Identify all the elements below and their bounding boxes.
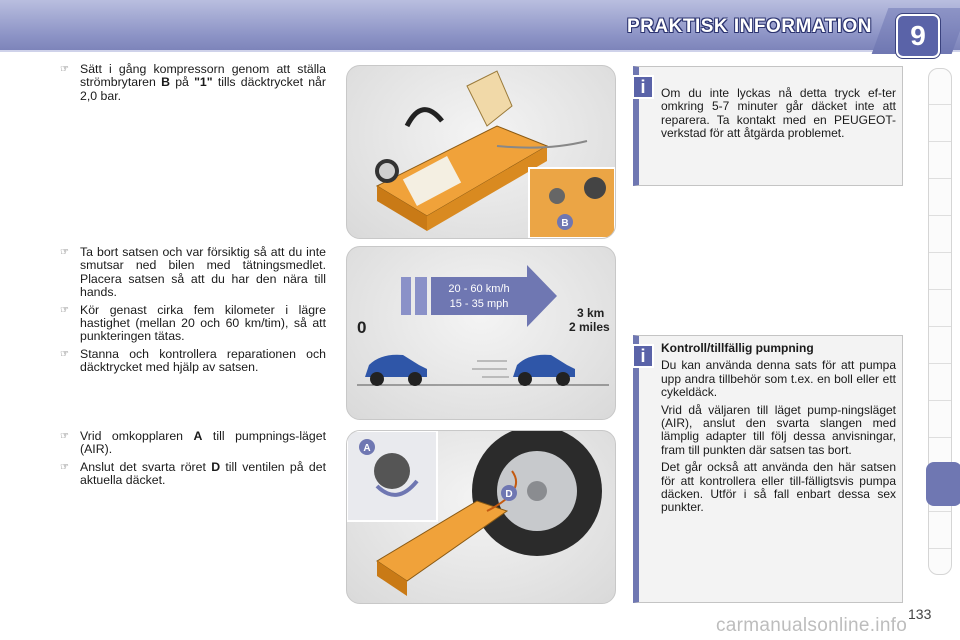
tab-divider: [929, 363, 951, 364]
tab-chapter-9[interactable]: [926, 462, 960, 506]
list-item: [58, 348, 326, 375]
bullet-text: Ta bort satsen och var försiktig så att du inte smutsar ned bilen med tätningsmedlet. Placera satsen så att du har den nära till hands.: [80, 245, 326, 300]
tab-divider: [929, 548, 951, 549]
car-start-icon: [365, 355, 427, 386]
page-title: PRAKTISK INFORMATION: [627, 16, 873, 37]
hand-pointer-icon: ☞: [60, 461, 69, 473]
switch-position: "1": [194, 75, 213, 90]
bullet-text: tills däcktrycket når 2,0 bar.: [80, 75, 326, 103]
hand-pointer-icon: ☞: [60, 247, 69, 258]
list-item: [58, 430, 326, 457]
bullet-text: på: [169, 75, 195, 90]
instructions-step-1: [58, 63, 326, 107]
info-paragraph: Du kan använda denna sats för att pumpa upp andra tillbehör som t.ex. en boll eller ett cykeldäck.: [661, 358, 896, 400]
info-text: Om du inte lyckas nå detta tryck ef-ter omkring 5-7 minuter går däcket inte att reparera. Ta kontakt med en PEUGEOT-verkstad för att åtgärda problemet.: [661, 86, 896, 141]
callout-d: D: [505, 489, 513, 500]
tab-divider: [929, 289, 951, 290]
info-box-pressure: [633, 66, 903, 186]
speed-kmh: 20 - 60 km/h: [448, 283, 510, 295]
wheel-connection-figure: [346, 430, 616, 604]
callout-b: B: [561, 218, 569, 229]
info-paragraph: Vrid då väljaren till läget pump-ningsläget (AIR), anslut den svarta slangen med lämplig adapter till följ dessa anvisningar, fram till punkten där satsen tas bort.: [661, 402, 896, 457]
bullet-text: Anslut det svarta röret: [80, 459, 212, 474]
instructions-step-2: [58, 246, 326, 379]
info-box-inflation: [633, 335, 903, 603]
label-a: A: [193, 429, 203, 443]
watermark: carmanualsonline.info: [716, 615, 908, 636]
tab-divider: [929, 141, 951, 142]
compressor-figure: [346, 65, 616, 239]
bullet-text: Vrid omkopplaren: [80, 429, 194, 443]
distance-miles: 2 miles: [569, 320, 610, 334]
car-end-icon: [472, 355, 575, 386]
tab-divider: [929, 437, 951, 438]
tab-divider: [929, 326, 951, 327]
hand-pointer-icon: ☞: [60, 304, 69, 316]
bullet-text: Sätt i gång kompressorn genom att ställa strömbrytaren: [80, 62, 326, 90]
bullet-text: till pumpnings-läget (AIR).: [80, 429, 326, 457]
chapter-badge: 9: [896, 14, 940, 58]
tab-divider: [929, 400, 951, 401]
label-d: D: [211, 459, 221, 474]
tab-divider: [929, 215, 951, 216]
list-item: [58, 461, 326, 488]
speed-mph: 15 - 35 mph: [449, 298, 509, 310]
list-item: [58, 63, 326, 103]
info-icon: i: [632, 344, 654, 368]
speed-bar: [415, 277, 427, 315]
bullet-text: Stanna och kontrollera reparationen och däcktrycket med hjälp av satsen.: [80, 346, 326, 375]
info-icon: i: [632, 75, 654, 99]
speed-arrow: [431, 265, 557, 327]
list-item: [58, 246, 326, 300]
info-title: Kontroll/tillfällig pumpning: [661, 341, 814, 355]
instructions-step-3: [58, 430, 326, 492]
start-marker: 0: [357, 318, 367, 337]
distance-km: 3 km: [577, 306, 605, 320]
tab-divider: [929, 511, 951, 512]
tab-divider: [929, 104, 951, 105]
tab-divider: [929, 178, 951, 179]
info-paragraph: Det går också att använda den här satsen för att kontrollera eller till-fälligtsvis pumpa däcken. Utför i så fall enbart dessa sex punkter.: [661, 460, 896, 515]
hand-pointer-icon: ☞: [60, 348, 69, 360]
label-b: B: [161, 75, 170, 90]
hand-pointer-icon: ☞: [60, 431, 69, 442]
header-divider: [0, 50, 960, 52]
drive-distance-figure: [346, 246, 616, 420]
bullet-text: till ventilen på det aktuella däcket.: [80, 459, 326, 488]
speed-bar: [401, 277, 411, 315]
hand-pointer-icon: ☞: [60, 64, 69, 75]
bullet-text: Kör genast cirka fem kilometer i lägre hastighet (mellan 20 och 60 km/tim), så att punkteringen tätas.: [80, 302, 326, 344]
list-item: [58, 304, 326, 344]
tab-divider: [929, 252, 951, 253]
callout-a: A: [363, 443, 371, 454]
page-number: 133: [908, 606, 932, 622]
